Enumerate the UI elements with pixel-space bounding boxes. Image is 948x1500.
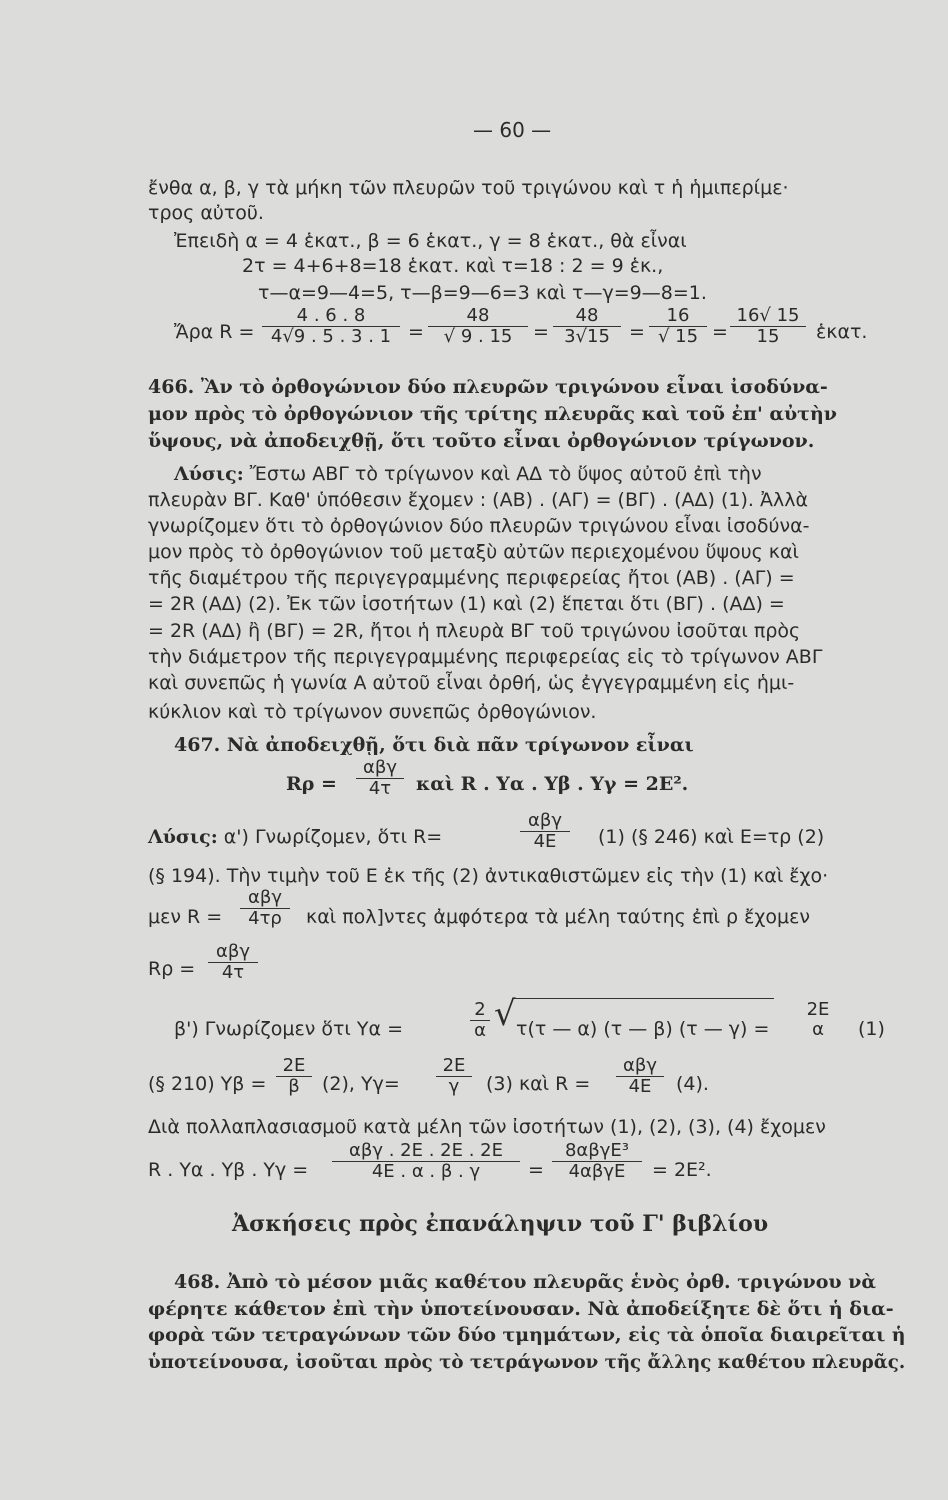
- numerator: 4 . 6 . 8: [296, 305, 366, 326]
- denominator: 4Ε: [616, 1076, 664, 1097]
- solution-466-line: μον πρὸς τὸ ὀρθογώνιον τοῦ μεταξὺ αὐτῶν περιεχομένου ὕψους καὶ: [148, 541, 799, 563]
- section-title: Ἀσκήσεις πρὸς ἐπανάληψιν τοῦ Γ' βιβλίου: [232, 1211, 769, 1237]
- numerator: 2: [474, 999, 486, 1020]
- equals-sign: =: [629, 321, 645, 343]
- fraction: [332, 1141, 520, 1182]
- equals-sign: =: [528, 1159, 544, 1181]
- numerator: 2Ε: [442, 1055, 466, 1076]
- fraction: [520, 811, 570, 852]
- solution-label: Λύσις:: [148, 826, 218, 848]
- fraction: [649, 306, 707, 347]
- numerator: αβγ: [527, 810, 562, 831]
- formula-text: (3) καὶ R =: [486, 1073, 591, 1095]
- formula-lead: Rρ =: [286, 773, 337, 795]
- numerator: 48: [466, 305, 490, 326]
- problem-466: μον πρὸς τὸ ὀρθογώνιον τῆς τρίτης πλευρᾶς καὶ τοῦ ἐπ' αὐτὴν: [148, 403, 837, 425]
- denominator: β: [276, 1076, 312, 1097]
- formula-lead: Rρ =: [148, 958, 196, 980]
- equals-sign: =: [712, 321, 728, 343]
- numerator: 2Ε: [282, 1055, 306, 1076]
- problem-467: 467. Νὰ ἀποδειχθῇ, ὅτι διὰ πᾶν τρίγωνον εἶναι: [174, 734, 694, 756]
- formula-tail: καὶ R . Υα . Υβ . Υγ = 2Ε².: [416, 773, 689, 795]
- formula-lead: μεν R =: [148, 906, 223, 928]
- unit-label: ἑκατ.: [816, 321, 868, 343]
- denominator: √ 9 . 15: [428, 326, 528, 347]
- solution-466-line: τὴν διάμετρον τῆς περιγεγραμμένης περιφερείας εἰς τὸ τρίγωνον ΑΒΓ: [148, 646, 823, 668]
- formula-text: (2), Υγ=: [322, 1073, 400, 1095]
- intro-line: Ἐπειδὴ α = 4 ἑκατ., β = 6 ἑκατ., γ = 8 ἑκατ., θὰ εἶναι: [174, 230, 687, 252]
- radicand: τ(τ — α) (τ — β) (τ — γ) =: [516, 1018, 770, 1040]
- equation-tag: (4).: [676, 1073, 709, 1095]
- numerator: 8αβγΕ³: [564, 1140, 630, 1161]
- fraction: [276, 1056, 312, 1097]
- numerator: 16: [666, 305, 690, 326]
- solution-text: α') Γνωρίζομεν, ὅτι R=: [217, 826, 443, 848]
- solution-label: Λύσις:: [174, 463, 244, 485]
- equals-sign: =: [408, 321, 424, 343]
- denominator: 4τ: [356, 778, 404, 799]
- solution-467-a-tail: (1) (§ 246) καὶ Ε=τρ (2): [598, 826, 825, 848]
- solution-467-line: καὶ πολ]ντες ἀμφότερα τὰ μέλη ταύτης ἐπὶ ρ ἔχομεν: [306, 906, 810, 928]
- denominator: 4Ε: [520, 831, 570, 852]
- equals-sign: =: [533, 321, 549, 343]
- formula-lead: β') Γνωρίζομεν ὅτι Υα =: [174, 1018, 403, 1040]
- solution-466-line: τῆς διαμέτρου τῆς περιγεγραμμένης περιφερείας ἤτοι (ΑΒ) . (ΑΓ) =: [148, 567, 795, 589]
- solution-467-line: (§ 194). Τὴν τιμὴν τοῦ Ε ἐκ τῆς (2) ἀντικαθιστῶμεν εἰς τὴν (1) καὶ ἔχο·: [148, 865, 829, 887]
- solution-466-line: πλευρὰν ΒΓ. Καθ' ὑπόθεσιν ἔχομεν : (ΑΒ) . (ΑΓ) = (ΒΓ) . (ΑΔ) (1). Ἀλλὰ: [148, 489, 808, 511]
- denominator: 4τ: [208, 962, 258, 983]
- radical-bar: [512, 998, 774, 999]
- problem-468: 468. Ἀπὸ τὸ μέσον μιᾶς καθέτου πλευρᾶς ἑνὸς ὀρθ. τριγώνου νὰ: [174, 1271, 876, 1293]
- problem-468: φέρητε κάθετον ἐπὶ τὴν ὑποτείνουσαν. Νὰ ἀποδείξητε δὲ ὅτι ἡ δια-: [148, 1298, 894, 1320]
- denominator: 4αβγΕ: [552, 1161, 642, 1182]
- fraction: [356, 758, 404, 799]
- formula-lead: Ἄρα R =: [174, 321, 255, 343]
- solution-466-line: [174, 462, 762, 486]
- denominator: γ: [436, 1076, 472, 1097]
- denominator: α: [470, 1020, 490, 1041]
- problem-466: 466. Ἂν τὸ ὀρθογώνιον δύο πλευρῶν τριγώνου εἶναι ἰσοδύνα-: [148, 376, 828, 398]
- denominator: α: [812, 1019, 824, 1040]
- fraction: [240, 888, 290, 929]
- denominator: 15: [730, 326, 806, 347]
- fraction: [616, 1056, 664, 1097]
- solution-466-line: γνωρίζομεν ὅτι τὸ ὀρθογώνιον δύο πλευρῶν τριγώνου εἶναι ἰσοδύνα-: [148, 515, 810, 537]
- solution-466-line: = 2R (ΑΔ) ἢ (ΒΓ) = 2R, ἤτοι ἡ πλευρὰ ΒΓ τοῦ τριγώνου ἰσοῦται πρὸς: [148, 620, 801, 642]
- solution-466-line: καὶ συνεπῶς ἡ γωνία Α αὐτοῦ εἶναι ὀρθή, ὡς ἐγγεγραμμένη εἰς ἡμι-: [148, 672, 795, 694]
- problem-468: ὑποτείνουσα, ἰσοῦται πρὸς τὸ τετράγωνον τῆς ἄλλης καθέτου πλευρᾶς.: [148, 1351, 906, 1373]
- solution-text: Ἔστω ΑΒΓ τὸ τρίγωνον καὶ ΑΔ τὸ ὕψος αὐτοῦ ἐπὶ τὴν: [243, 463, 762, 485]
- fraction: [436, 1056, 472, 1097]
- numerator: 16√ 15: [736, 305, 800, 326]
- fraction: [800, 1000, 836, 1040]
- formula-lead: (§ 210) Υβ =: [148, 1073, 267, 1095]
- numerator: αβγ: [215, 941, 250, 962]
- fraction: [730, 306, 806, 347]
- denominator: √ 15: [649, 326, 707, 347]
- numerator: αβγ: [622, 1055, 657, 1076]
- solution-467-line: Διὰ πολλαπλασιασμοῦ κατὰ μέλη τῶν ἰσοτήτων (1), (2), (3), (4) ἔχομεν: [148, 1116, 826, 1138]
- denominator: 3√15: [553, 326, 621, 347]
- solution-467-a: [148, 825, 442, 849]
- intro-line: 2τ = 4+6+8=18 ἑκατ. καὶ τ=18 : 2 = 9 ἑκ.,: [242, 255, 664, 277]
- problem-468: φορὰ τῶν τετραγώνων τῶν δύο τμημάτων, εἰς τὰ ὁποῖα διαιρεῖται ἡ: [148, 1324, 906, 1346]
- fraction: [470, 1000, 490, 1041]
- equation-tag: (1): [858, 1018, 885, 1040]
- numerator: αβγ: [247, 887, 282, 908]
- page-number: — 60 —: [473, 118, 552, 142]
- numerator: 48: [575, 305, 599, 326]
- formula-tail: = 2Ε².: [652, 1159, 712, 1181]
- denominator: 4τρ: [240, 908, 290, 929]
- numerator: 2Ε: [806, 999, 830, 1020]
- intro-line: τρος αὐτοῦ.: [148, 202, 264, 224]
- problem-466: ὕψους, νὰ ἀποδειχθῇ, ὅτι τοῦτο εἶναι ὀρθογώνιον τρίγωνον.: [148, 430, 815, 452]
- numerator: αβγ . 2Ε . 2Ε . 2Ε: [349, 1140, 503, 1161]
- solution-466-line: = 2R (ΑΔ) (2). Ἐκ τῶν ἰσοτήτων (1) καὶ (2) ἕπεται ὅτι (ΒΓ) . (ΑΔ) =: [148, 593, 785, 615]
- intro-line: ἔνθα α, β, γ τὰ μήκη τῶν πλευρῶν τοῦ τριγώνου καὶ τ ἡ ἡμιπερίμε·: [148, 177, 789, 199]
- fraction: [552, 1141, 642, 1182]
- square-root-sign: √: [494, 994, 516, 1034]
- denominator: 4Ε . α . β . γ: [332, 1161, 520, 1182]
- numerator: αβγ: [362, 757, 397, 778]
- solution-466-line: κύκλιον καὶ τὸ τρίγωνον συνεπῶς ὀρθογώνιον.: [148, 701, 597, 723]
- fraction: [262, 306, 400, 347]
- formula-lead: R . Υα . Υβ . Υγ =: [148, 1159, 309, 1181]
- fraction: [208, 942, 258, 983]
- fraction: [553, 306, 621, 347]
- intro-line: τ—α=9—4=5, τ—β=9—6=3 καὶ τ—γ=9—8=1.: [258, 282, 707, 304]
- denominator: 4√9 . 5 . 3 . 1: [262, 326, 400, 347]
- fraction: [428, 306, 528, 347]
